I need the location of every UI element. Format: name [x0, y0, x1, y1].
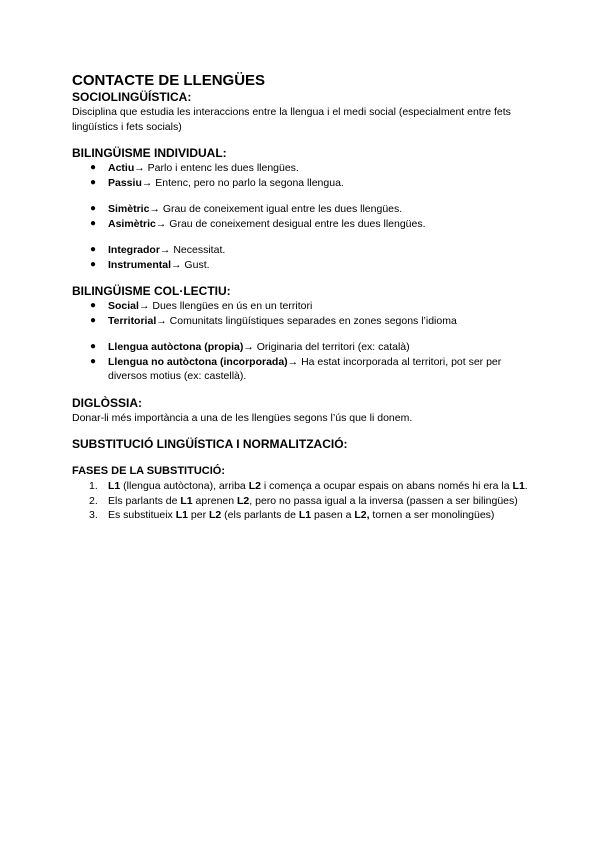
bullet-icon: ●	[90, 258, 97, 270]
bullet-icon: ●	[90, 203, 97, 214]
list-item: ● Llengua autòctona (propia)→ Originaria del territori (ex: català)	[90, 341, 410, 353]
document-title: CONTACTE DE LLENGÜES	[72, 72, 266, 89]
list-fases	[72, 479, 532, 523]
bullet-icon: ●	[90, 355, 97, 367]
list-item: 3. Es substitueix L1 per L2 (els parlants de L1 pasen a L2, tornen a ser monolingües)	[89, 509, 495, 521]
list-colectiu-group-2	[72, 340, 532, 384]
bullet-icon: ●	[90, 314, 97, 326]
list-item: ● Territorial→ Comunitats lingüístiques separades en zones segons l’idioma	[90, 314, 457, 327]
list-colectiu-group-1	[72, 299, 532, 328]
list-number: 2.	[89, 494, 98, 507]
bullet-icon: ●	[90, 341, 97, 352]
heading-diglossia: DIGLÒSSIA:	[72, 395, 143, 410]
paragraph-diglossia: Donar-li més importància a una de les llengües segons l’ús que li donem.	[72, 411, 413, 424]
list-number: 1.	[89, 480, 98, 492]
list-number: 3.	[89, 509, 98, 521]
list-individual-group-1	[72, 161, 532, 190]
document-body	[72, 72, 532, 523]
heading-sociolinguistica: SOCIOLINGÜÍSTICA:	[72, 90, 192, 104]
list-item: ● Integrador→ Necessitat.	[90, 244, 226, 256]
bullet-icon: ●	[90, 217, 97, 229]
heading-substitucio: SUBSTITUCIÓ LINGÜÍSTICA I NORMALITZACIÓ:	[72, 437, 348, 451]
bullet-icon: ●	[90, 244, 97, 255]
list-item: ● Llengua no autòctona (incorporada)→ Ha estat incorporada al territori, pot ser per diversos motius (ex: castellà).	[90, 355, 502, 382]
list-individual-group-3	[72, 243, 532, 272]
bullet-icon: ●	[90, 300, 97, 311]
bullet-icon: ●	[90, 162, 97, 173]
list-item: ● Actiu→ Parlo i entenc les dues llengües.	[90, 162, 299, 174]
list-item: ● Social→ Dues llengües en ús en un territori	[90, 300, 313, 312]
list-item: ● Instrumental→ Gust.	[90, 258, 210, 271]
list-item: ● Simètric→ Grau de coneixement igual entre les dues llengües.	[90, 203, 403, 215]
heading-bilinguisme-individual: BILINGÜISME INDIVIDUAL:	[72, 146, 227, 160]
paragraph-sociolinguistica: Disciplina que estudia les interaccions entre la llengua i el medi social (especialment entre fets lingüístics i fets socials)	[72, 106, 511, 133]
list-item: ● Passiu→ Entenc, pero no parlo la segona llengua.	[90, 176, 344, 189]
list-item: 2. Els parlants de L1 aprenen L2, pero no passa igual a la inversa (passen a ser bilingües)	[89, 494, 518, 507]
list-individual-group-2	[72, 202, 532, 231]
bullet-icon: ●	[90, 176, 97, 188]
list-item: 1. L1 (llengua autòctona), arriba L2 i comença a ocupar espais on abans només hi era la L1.	[89, 480, 528, 492]
heading-bilinguisme-colectiu: BILINGÜISME COL·LECTIU:	[72, 284, 231, 298]
list-item: ● Asimètric→ Grau de coneixement desigual entre les dues llengües.	[90, 217, 426, 230]
subheading-fases: FASES DE LA SUBSTITUCIÓ:	[72, 465, 225, 477]
